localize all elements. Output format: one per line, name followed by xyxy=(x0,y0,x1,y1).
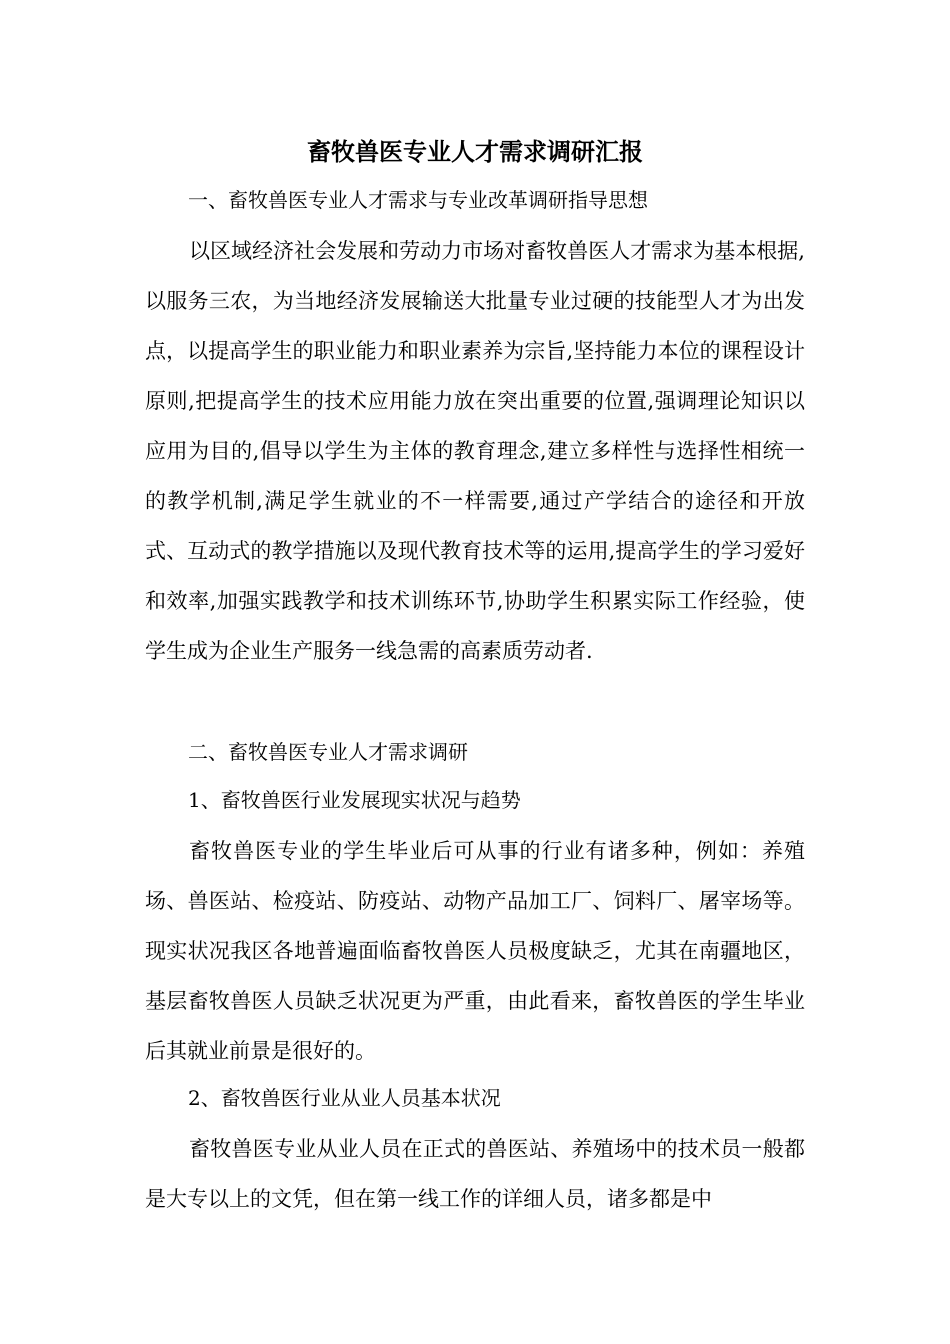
subsection2-heading: 2、畜牧兽医行业从业人员基本状况 xyxy=(188,1086,501,1110)
section2-heading: 二、畜牧兽医专业人才需求调研 xyxy=(188,740,468,764)
document-title: 畜牧兽医专业人才需求调研汇报 xyxy=(307,137,643,166)
subsection1-paragraph: 畜牧兽医专业的学生毕业后可从事的行业有诸多种，例如：养殖场、兽医站、检疫站、防疫站、动物产品加工厂、饲料厂、屠宰场等。现实状况我区各地普遍面临畜牧兽医人员极度缺乏，尤其在南疆地区，基层畜牧兽医人员缺乏状况更为严重，由此看来，畜牧兽医的学生毕业后其就业前景是很好的。 xyxy=(145,839,805,1063)
section1-heading: 一、畜牧兽医专业人才需求与专业改革调研指导思想 xyxy=(188,188,648,212)
subsection2-paragraph: 畜牧兽医专业从业人员在正式的兽医站、养殖场中的技术员一般都是大专以上的文凭，但在第一线工作的详细人员，诸多都是中 xyxy=(145,1137,805,1211)
section1-paragraph: 以区域经济社会发展和劳动力市场对畜牧兽医人才需求为基本根据, 以服务三农，为当地经济发展输送大批量专业过硬的技能型人才为出发点，以提高学生的职业能力和职业素养为宗旨,坚持能力本位的课程设计原则,把提高学生的技术应用能力放在突出重要的位置,强调理论知识以应用为目的,倡导以学生为主体的教育理念,建立多样性与选择性相统一的教学机制,满足学生就业的不一样需要,通过产学结合的途径和开放式、互动式的教学措施以及现代教育技术等的运用,提高学生的学习爱好和效率,加强实践教学和技术训练环节,协助学生积累实际工作经验，使学生成为企业生产服务一线急需的高素质劳动者. xyxy=(145,239,805,663)
subsection1-heading: 1、畜牧兽医行业发展现实状况与趋势 xyxy=(188,788,521,812)
